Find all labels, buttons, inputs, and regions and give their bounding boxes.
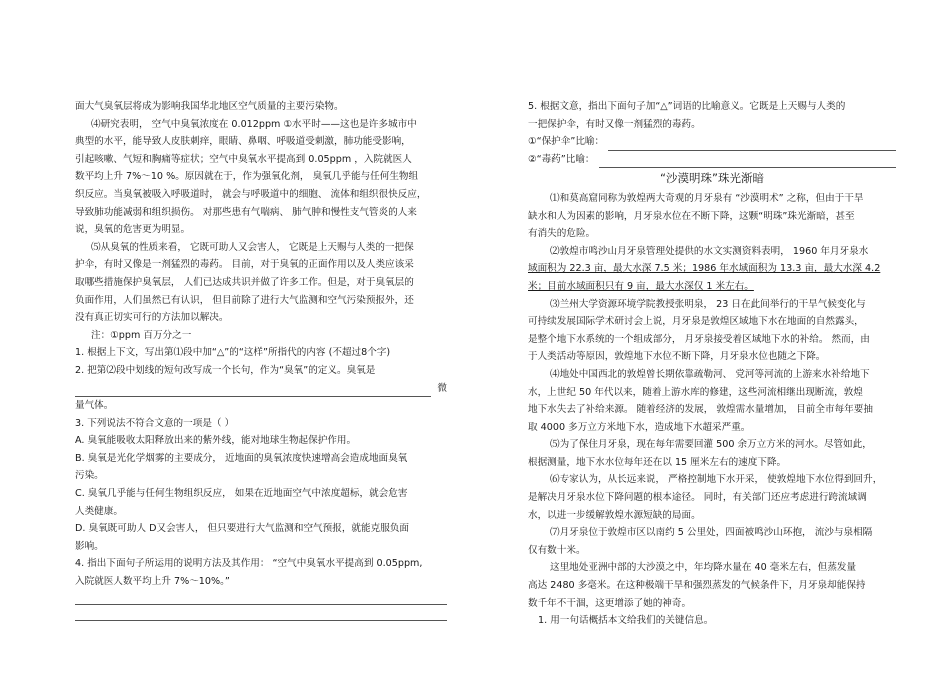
left-line: 量气体。 (75, 400, 114, 412)
paragraph-line: ⑴和莫高窟同称为敦煌两大奇观的月牙泉有 “沙漠明术” 之称，但由于干旱 (550, 192, 864, 204)
paragraph-line: 取 4000 多万立方米地下水，造成地下水超采严重。 (528, 421, 751, 433)
answer-blank[interactable] (75, 384, 431, 397)
option-c-cont: 人类健康。 (75, 505, 123, 517)
option-d: D. 臭氧既可助人 D又会害人， 但只要进行大气监测和空气预报，就能克服负面 (75, 523, 409, 535)
underlined-sentence: 米；目前水域面积只有 9 亩，最大水深仅 1 米左右。 (528, 280, 754, 292)
left-column (75, 98, 447, 621)
answer-label: ①“保护伞”比喻： (528, 136, 605, 148)
answer-poison[interactable] (528, 151, 896, 169)
option-b-cont: 污染。 (75, 470, 104, 482)
left-line: 面大气臭氧层将成为影响我国华北地区空气质量的主要污染物。 (75, 101, 344, 112)
left-line: 典型的水平，能导致人皮肤刺痒，眼睛、鼻咽、呼吸道受刺激，肺功能受影响， (75, 136, 411, 148)
left-line: 引起咳嗽、气短和胸痛等症状；空气中臭氧水平提高到 0.05ppm ，入院就医人 (75, 153, 412, 165)
paragraph-line: 可持续发展国际学术研讨会上说，月牙泉是敦煌区域地下水在地面的自然露头， (528, 316, 864, 328)
answer-blank[interactable] (608, 138, 896, 151)
paragraph-line: 高达 2480 多毫米。在这种极端干旱和强烈蒸发的气候条件下，月牙泉却能保持 (528, 580, 866, 592)
left-line: 取哪些措施保护臭氧层， 人们已达成共识并做了许多工作。但是，对于臭氧层的 (75, 276, 414, 288)
paragraph-line: 水，以进一步缓解敦煌水源短缺的局面。 (528, 509, 701, 521)
footnote: 注：①ppm 百万分之一 (91, 329, 192, 341)
paragraph-line: ⑶兰州大学资源环境学院教授张明泉， 23 日在此间举行的干旱气候变化与 (550, 298, 866, 310)
left-line: 织反应。当臭氧被吸入呼吸道时， 就会与呼吸道中的细胞、 流体和组织很快反应， (75, 188, 427, 200)
option-d-cont: 影响。 (75, 540, 104, 552)
underlined-sentence: 域面积为 22.3 亩，最大水深 7.5 米；1986 年水域面积为 13.3 亩，最大水深 4.2 (528, 263, 881, 275)
answer-protector[interactable] (528, 133, 896, 151)
paragraph-line: 是整个地下水系统的一个组成部分， 月牙泉接受着区域地下水的补给。 然而，由 (528, 333, 870, 345)
question-5: 5. 根据文意，指出下面句子加“△”词语的比喻意义。它既是上天赐与人类的 (528, 101, 846, 112)
answer-blank[interactable] (599, 155, 896, 168)
question-2-answer-line[interactable] (75, 380, 447, 398)
left-line: 数平均上升 7%～10 %。原因就在于，作为强氧化剂， 臭氧几乎能与任何生物组 (75, 171, 419, 183)
paragraph-line: ⑸为了保住月牙泉，现在每年需要回灌 500 余万立方米的河水。尽管如此， (550, 439, 872, 451)
left-line: 说，臭氧的危害更为明显。 (75, 224, 191, 236)
paragraph-line: 仅有数十米。 (528, 544, 586, 556)
option-b: B. 臭氧是光化学烟雾的主要成分， 近地面的臭氧浓度快速增高会造成地面臭氧 (75, 452, 408, 464)
question-1-right: 1. 用一句话概括本文给我们的关键信息。 (538, 615, 714, 627)
question-5-cont: 一把保护伞，有时又像一剂猛烈的毒药。 (528, 118, 701, 130)
paragraph-line: 有消失的危险。 (528, 228, 596, 240)
paragraph-line: 根据测量，地下水水位每年还在以 15 厘米左右的速度下降。 (528, 456, 787, 468)
option-a: A. 臭氧能吸收太阳释放出来的紫外线，能对地球生物起保护作用。 (75, 435, 357, 447)
question-4-cont: 入院就医人数平均上升 7%～10%。” (75, 576, 230, 588)
answer-line[interactable] (75, 603, 447, 605)
right-column (528, 98, 896, 630)
left-line: ⑸从臭氧的性质来看， 它既可助人又会害人， 它既是上天赐与人类的一把保 (91, 241, 414, 253)
question-1: 1. 根据上下文，写出第⑴段中加“△”的“这样”所指代的内容 (不超过8个字) (75, 347, 391, 359)
left-line: ⑷研究表明， 空气中臭氧浓度在 0.012ppm ①水平时——这也是许多城市中 (91, 118, 417, 130)
paragraph-line: 是解决月牙泉水位下降问题的根本途径。 同时，有关部门还应考虑进行跨流域调 (528, 492, 867, 504)
paragraph-line: 水，上世纪 50 年代以来，随着上游水库的修建，这些河流相继出现断流，敦煌 (528, 386, 863, 398)
paragraph-line: ⑹专家认为，从长远来说， 严格控制地下水开采， 使敦煌地下水位得到回升， (550, 474, 883, 486)
paragraph-line: ⑷地处中国西北的敦煌曾长期依靠疏勒河、 党河等河流的上游来水补给地下 (550, 368, 870, 380)
question-3: 3. 下列说法不符合文意的一项是（ ） (75, 417, 235, 429)
paragraph-line: 缺水和人为因素的影响，月牙泉水位在不断下降，这颗“明珠”珠光渐暗，甚至 (528, 210, 855, 222)
answer-line[interactable] (75, 619, 447, 621)
answer-label: ②“毒药”比喻： (528, 153, 595, 165)
paragraph-line: ⑵敦煌市鸣沙山月牙泉管理处提供的水文实测资料表明， 1960 年月牙泉水 (550, 245, 869, 257)
left-line: 导致肺功能减弱和组织损伤。 对那些患有气喘病、 肺气肿和慢性支气管炎的人来 (75, 206, 417, 218)
paragraph-line: 这里地处亚洲中部的大沙漠之中，年均降水量在 40 毫米左右，但蒸发量 (550, 562, 857, 574)
option-c: C. 臭氧几乎能与任何生物组织反应， 如果在近地面空气中浓度超标，就会危害 (75, 488, 408, 500)
article-title: “沙漠明珠”珠光渐暗 (660, 171, 764, 186)
question-2: 2. 把第⑵段中划线的短句改写成一个长句，作为“臭氧”的定义。臭氧是 (75, 364, 376, 376)
paragraph-line: 于人类活动等原因，敦煌地下水位不断下降，月牙泉水位也随之下降。 (528, 351, 826, 363)
paragraph-line: 数千年不干涸，这更增添了她的神奇。 (528, 597, 692, 609)
left-line: 没有真正切实可行的方法加以解决。 (75, 312, 229, 324)
left-line: 护伞，有时又像是一剂猛烈的毒药。 目前，对于臭氧的正面作用以及人类应该采 (75, 259, 414, 271)
left-line: 微 (437, 382, 447, 394)
paragraph-line: 地下水失去了补给来源。 随着经济的发展， 敦煌需水量增加， 目前全市每年要抽 (528, 404, 873, 416)
left-line: 负面作用，人们虽然已有认识， 但目前除了进行大气监测和空气污染预报外，还 (75, 294, 414, 306)
paragraph-line: ⑺月牙泉位于敦煌市区以南约 5 公里处，四面被鸣沙山环抱， 流沙与泉相隔 (550, 527, 873, 539)
question-4: 4. 指出下面句子所运用的说明方法及其作用： “空气中臭氧水平提高到 0.05ppm, (75, 558, 423, 570)
